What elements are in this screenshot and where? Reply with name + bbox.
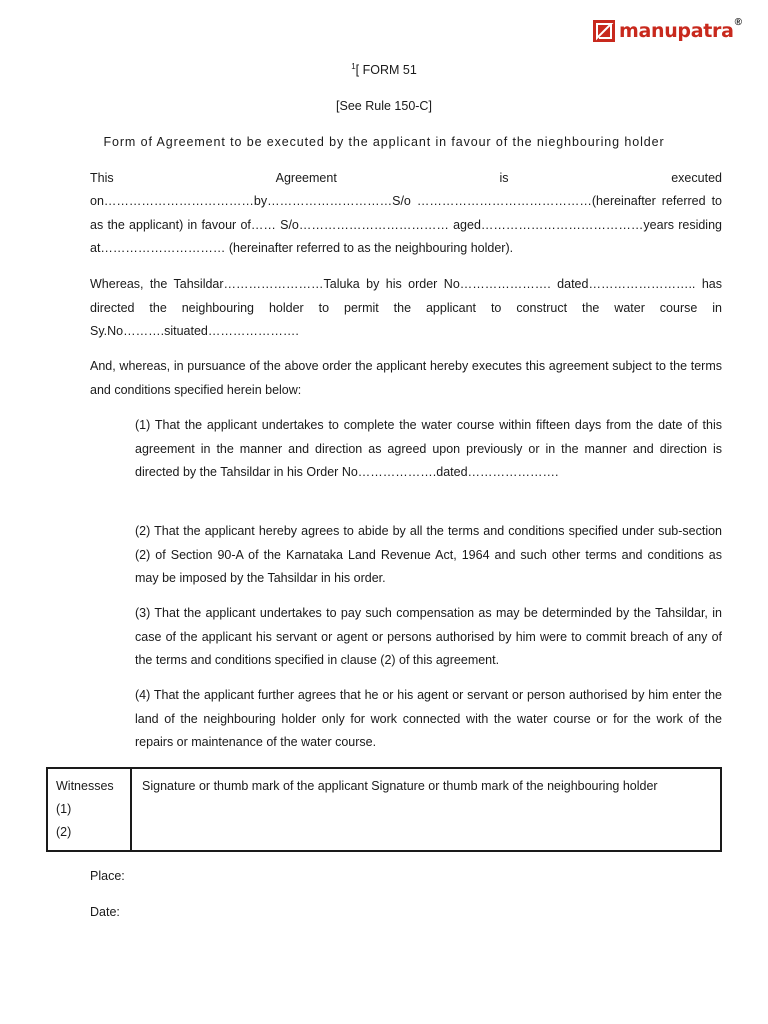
intro-paragraph: on………………………………by…………………………S/o ……………………………………(hereinafter referred to as the applicant) in favour of…… S/o……………………………… aged…………………………………years residing at………………………… (hereinafter referred to as the neighbouring holder). (90, 194, 722, 255)
form-title (0, 62, 768, 77)
form-number: [ FORM 51 (355, 63, 417, 78)
date-label: Date: (90, 905, 120, 919)
brand-name: manupatra (618, 20, 734, 42)
form-heading: Form of Agreement to be executed by the applicant in favour of the nieghbouring holder (103, 135, 665, 149)
footnote-marker: 1 (351, 62, 356, 71)
clause-2: (2) That the applicant hereby agrees to abide by all the terms and conditions specified under sub-section (2) of Section 90-A of the Karnataka Land Revenue Act, 1964 and such other terms and conditions as may be imposed by the Tahsildar in his order. (135, 524, 722, 585)
witnesses-label: Witnesses (56, 779, 114, 793)
place-label: Place: (90, 869, 125, 883)
signature-labels: Signature or thumb mark of the applicant Signature or thumb mark of the neighbouring holder (142, 779, 658, 793)
witness-2: (2) (56, 825, 72, 839)
whereas-paragraph: Whereas, the Tahsildar……………………Taluka by his order No…………………. dated…………………….. has directed the neighbouring holder to permit the applicant to construct the water course in Sy.No……….situated…………………. (90, 277, 722, 338)
witnesses-cell (47, 768, 131, 851)
clause-4: (4) That the applicant further agrees that he or his agent or servant or person authorised by him enter the land of the neighbouring holder only for work connected with the water course or for the work of the repairs or maintenance of the water course. (135, 688, 722, 749)
intro-word: executed (671, 171, 722, 185)
clause-3: (3) That the applicant undertakes to pay such compensation as may be determinded by the Tahsildar, in case of the applicant his servant or agent or persons authorised by him were to commit breach of any of the terms and conditions specified in clause (2) of this agreement. (135, 606, 722, 667)
intro-first-line (90, 167, 722, 191)
intro-word: is (499, 171, 509, 185)
signatures-cell (131, 768, 721, 851)
signature-table (46, 767, 722, 852)
intro-word: Agreement (275, 171, 337, 185)
rule-reference: [See Rule 150-C] (336, 99, 432, 113)
intro-word: This (90, 171, 114, 185)
brand-logo (593, 16, 742, 42)
registered-mark: ® (734, 16, 742, 28)
and-whereas-paragraph: And, whereas, in pursuance of the above order the applicant hereby executes this agreement subject to the terms and conditions specified herein below: (90, 359, 722, 397)
witness-1: (1) (56, 802, 72, 816)
clause-1: (1) That the applicant undertakes to complete the water course within fifteen days from the date of this agreement in the manner and direction as agreed upon previously or in the manner and direction is directed by the Tahsildar in his Order No……………….dated…………………. (135, 418, 722, 479)
manupatra-logo-icon (593, 20, 615, 42)
